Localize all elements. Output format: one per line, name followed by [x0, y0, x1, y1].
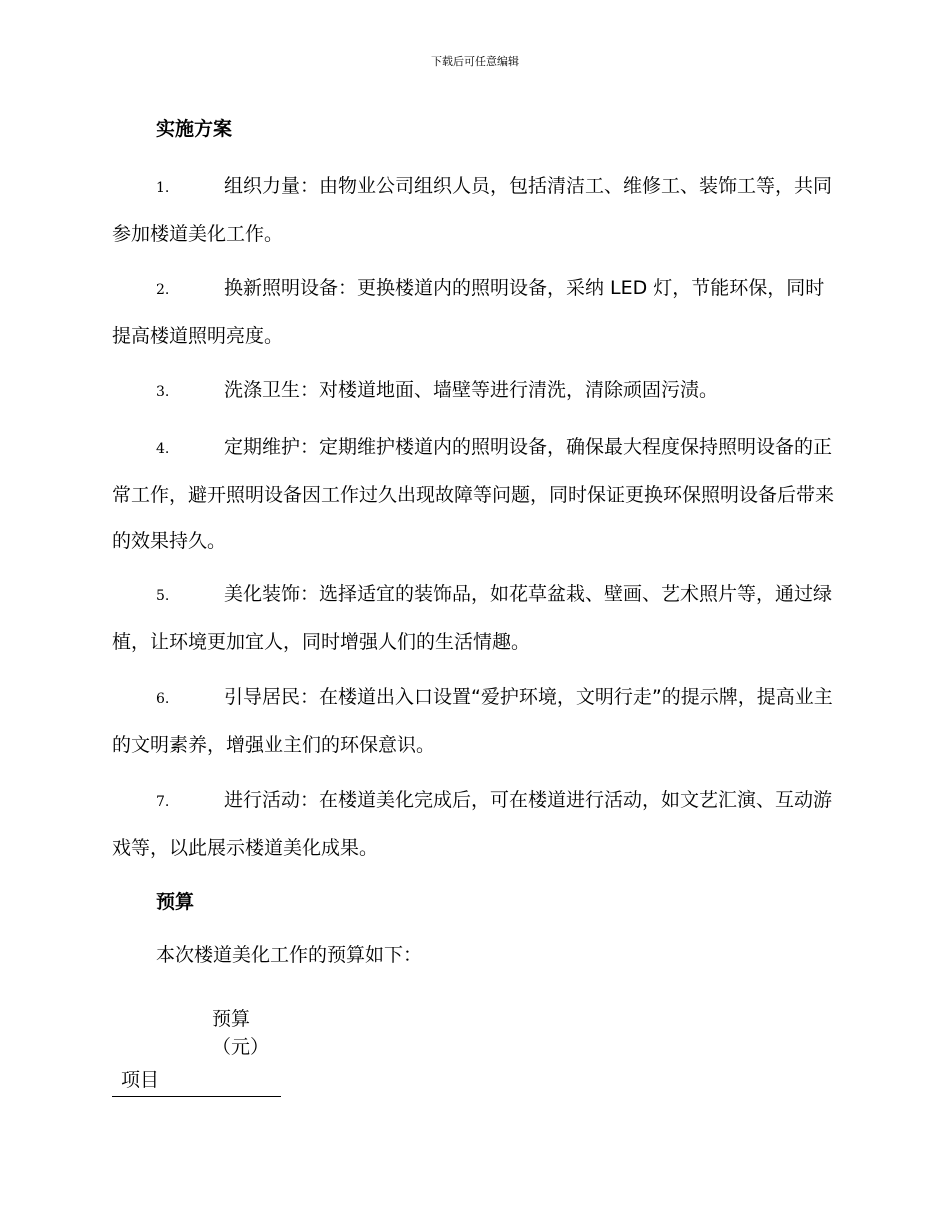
table-header-budget: 预算（元）: [212, 1008, 270, 1058]
list-item: [112, 674, 834, 768]
list-item-text: 定期维护：定期维护楼道内的照明设备，确保最大程度保持照明设备的正常工作，避开照明设备因工作过久出现故障等问题，同时保证更换环保照明设备后带来的效果持久。: [112, 436, 835, 552]
section-title-budget: 预算: [156, 891, 195, 913]
list-item: [112, 777, 834, 871]
list-item-text: 进行活动：在楼道美化完成后，可在楼道进行活动，如文艺汇演、互动游戏等，以此展示楼道美化成果。: [112, 789, 833, 859]
list-item: [112, 163, 834, 257]
list-item-text: 洗涤卫生：对楼道地面、墙壁等进行清洗，清除顽固污渍。: [224, 379, 719, 401]
list-item-number: 1.: [156, 180, 170, 196]
section-title-implementation: 实施方案: [156, 118, 233, 140]
list-item-number: 5.: [156, 588, 170, 604]
table-header-project: 项目: [121, 1069, 160, 1091]
list-item: [112, 265, 834, 359]
list-item: [112, 571, 834, 665]
list-item-text: 引导居民：在楼道出入口设置“爱护环境，文明行走”的提示牌，提高业主的文明素养，增强业主们的环保意识。: [112, 686, 833, 756]
list-item-text: 换新照明设备：更换楼道内的照明设备，采纳 LED 灯，节能环保，同时提高楼道照明亮度。: [112, 277, 825, 347]
list-item-text: 美化装饰：选择适宜的装饰品，如花草盆栽、壁画、艺术照片等，通过绿植，让环境更加宜人，同时增强人们的生活情趣。: [112, 583, 833, 653]
list-item-number: 2.: [156, 282, 170, 298]
list-item-text: 组织力量：由物业公司组织人员，包括清洁工、维修工、装饰工等，共同参加楼道美化工作。: [112, 175, 833, 245]
budget-intro: 本次楼道美化工作的预算如下：: [156, 944, 423, 966]
list-item-number: 4.: [156, 441, 170, 457]
list-item-number: 3.: [156, 384, 170, 400]
list-item-number: 6.: [156, 691, 170, 707]
list-item-number: 7.: [156, 794, 170, 810]
page-header-note: 下载后可任意编辑: [431, 55, 519, 68]
budget-table: [112, 1005, 281, 1097]
list-item: [112, 424, 834, 564]
list-item: [112, 367, 834, 415]
